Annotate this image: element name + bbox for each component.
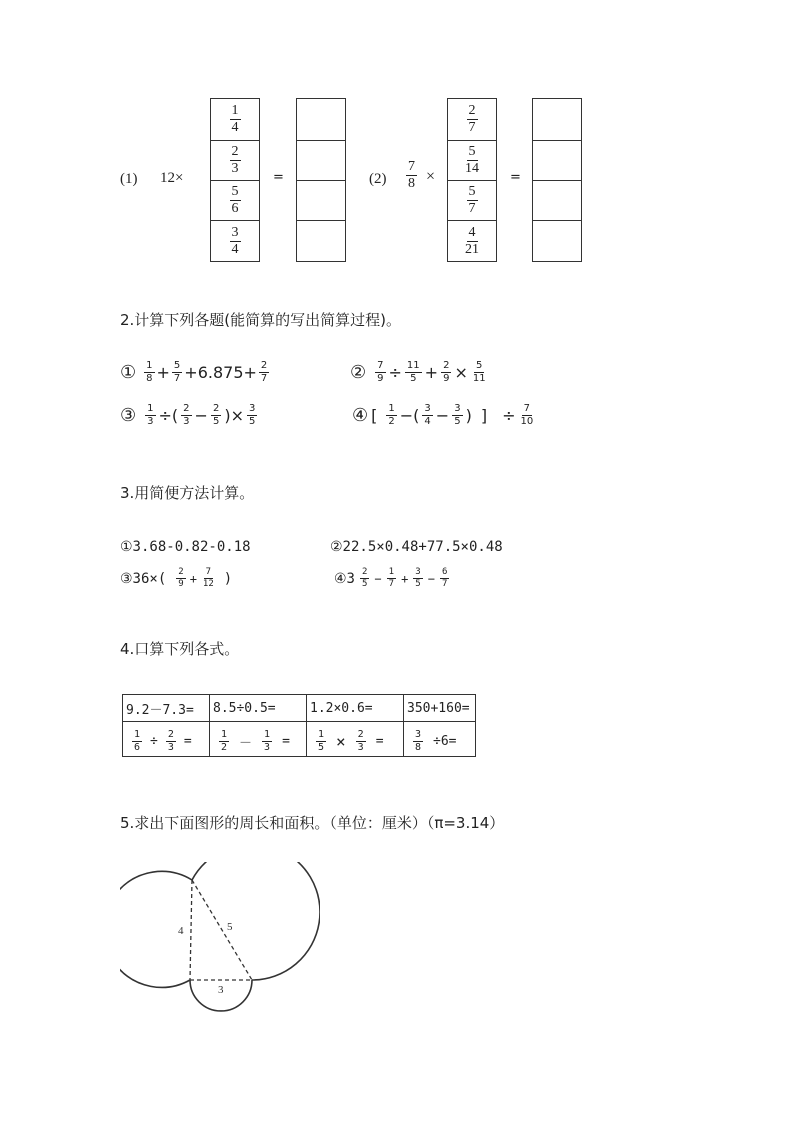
- q1-part2-label: (2): [369, 171, 387, 187]
- q1-part1-fraction: $\frac{2}{3}$: [210, 140, 260, 181]
- q5-heading: 5.求出下面图形的周长和面积。（单位：厘米）（π=3.14）: [120, 814, 505, 832]
- table-cell: 8.5÷0.5=: [210, 695, 307, 722]
- triangle-side-4: [190, 880, 192, 980]
- table-cell: 1.2×0.6=: [307, 695, 404, 722]
- q4-heading: 4.口算下列各式。: [120, 640, 240, 658]
- q2-expression-1: ① $\frac{1}{8}$ + $\frac{5}{7}$ +6.875+ $\frac{2}{7}$: [120, 360, 268, 384]
- q2-expression-3: ③ $\frac{1}{3}$ ÷( $\frac{2}{3}$ − $\frac{2}{5}$ )× $\frac{3}{5}$: [120, 403, 256, 427]
- q1-part2-times: ×: [426, 168, 436, 185]
- q1-part2-fraction: $\frac{2}{7}$: [447, 98, 497, 141]
- q1-part1-fraction: $\frac{5}{6}$: [210, 180, 260, 221]
- oral-calc-table: [122, 694, 476, 757]
- q1-part2-fraction: $\frac{5}{14}$: [447, 140, 497, 181]
- table-cell: $\frac{1}{6}$ ÷ $\frac{2}{3}$ =: [123, 722, 210, 757]
- q1-part1-fraction: $\frac{1}{4}$: [210, 98, 260, 141]
- answer-box[interactable]: [296, 180, 346, 221]
- q1-part2-fraction: $\frac{4}{21}$: [447, 220, 497, 262]
- answer-box[interactable]: [532, 140, 582, 181]
- answer-box[interactable]: [532, 98, 582, 141]
- q3-expression-2: ②22.5×0.48+77.5×0.48: [330, 539, 503, 555]
- q1-part1-label: (1): [120, 171, 138, 187]
- q1-part2-equals: =: [510, 170, 521, 185]
- q2-heading: 2.计算下列各题(能简算的写出简算过程)。: [120, 311, 402, 329]
- answer-box[interactable]: [532, 220, 582, 262]
- q3-expression-1: ①3.68-0.82-0.18: [120, 539, 251, 555]
- answer-box[interactable]: [532, 180, 582, 221]
- q2-expression-4: ④ [ $\frac{1}{2}$ −( $\frac{3}{4}$ − $\frac{3}{5}$ ) ] ÷ $\frac{7}{10}$: [352, 403, 534, 427]
- q1-part1-multiplier: 12×: [160, 170, 184, 186]
- table-cell: 350+160=: [404, 695, 476, 722]
- label-side-5: 5: [227, 921, 233, 933]
- label-side-3: 3: [218, 984, 224, 996]
- table-cell: $\frac{1}{5}$ × $\frac{2}{3}$ =: [307, 722, 404, 757]
- q1-part2-multiplier: $\frac{7}{8}$: [408, 159, 415, 191]
- right-circle-arc: [192, 862, 320, 980]
- q1-part2-fraction: $\frac{5}{7}$: [447, 180, 497, 221]
- q3-expression-3: ③36×( $\frac{2}{9}$ + $\frac{7}{12}$ ): [120, 567, 233, 589]
- q2-expression-2: ② $\frac{7}{9}$ ÷ $\frac{11}{5}$ + $\frac{2}{9}$ × $\frac{5}{11}$: [350, 360, 486, 384]
- q3-expression-4: ④3 $\frac{2}{5}$ − $\frac{1}{7}$ + $\frac{3}{5}$ − $\frac{6}{7}$: [334, 567, 448, 589]
- triangle-side-5: [192, 880, 252, 980]
- table-cell: $\frac{1}{2}$ － $\frac{1}{3}$ =: [210, 722, 307, 757]
- table-row: [123, 695, 476, 722]
- circles-figure: [120, 862, 320, 1022]
- q1-part1-equals: =: [273, 170, 284, 185]
- table-row: [123, 722, 476, 757]
- answer-box[interactable]: [296, 98, 346, 141]
- table-cell: $\frac{3}{8}$ ÷6=: [404, 722, 476, 757]
- answer-box[interactable]: [296, 220, 346, 262]
- q1-part1-fraction: $\frac{3}{4}$: [210, 220, 260, 262]
- answer-box[interactable]: [296, 140, 346, 181]
- label-side-4: 4: [178, 925, 184, 937]
- table-cell: 9.2－7.3=: [123, 695, 210, 722]
- q3-heading: 3.用简便方法计算。: [120, 484, 255, 502]
